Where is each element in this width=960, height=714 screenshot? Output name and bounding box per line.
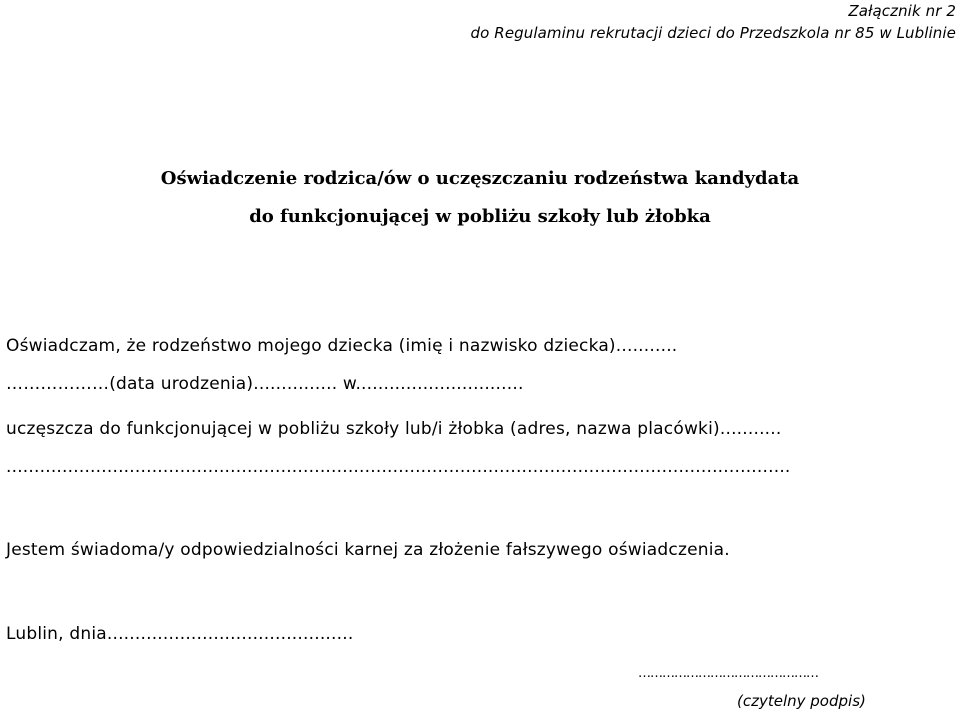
statement-institution-line: uczęszcza do funkcjonującej w pobliżu szkoły lub/i żłobka (adres, nazwa placówki)...........: [6, 419, 782, 439]
statement-birthdate-line: ………………(data urodzenia)............... w..............................: [6, 374, 524, 394]
liability-declaration: Jestem świadoma/y odpowiedzialności karnej za złożenie fałszywego oświadczenia.: [6, 540, 730, 560]
annex-number: Załącznik nr 2: [848, 2, 956, 20]
place-and-date-line: Lublin, dnia............................................: [6, 624, 354, 644]
signature-label: (czytelny podpis): [737, 692, 866, 710]
signature-line: ………………………………………: [638, 666, 818, 681]
annex-regulation-reference: do Regulaminu rekrutacji dzieci do Przedszkola nr 85 w Lublinie: [470, 24, 956, 42]
document-title-line-1: Oświadczenie rodzica/ów o uczęszczaniu rodzeństwa kandydata: [160, 168, 800, 189]
statement-continuation-line: ............................................................................................................................................: [6, 457, 791, 477]
document-title-line-2: do funkcjonującej w pobliżu szkoły lub żłobka: [249, 206, 711, 227]
statement-child-name-line: Oświadczam, że rodzeństwo mojego dziecka (imię i nazwisko dziecka)...........: [6, 336, 678, 356]
